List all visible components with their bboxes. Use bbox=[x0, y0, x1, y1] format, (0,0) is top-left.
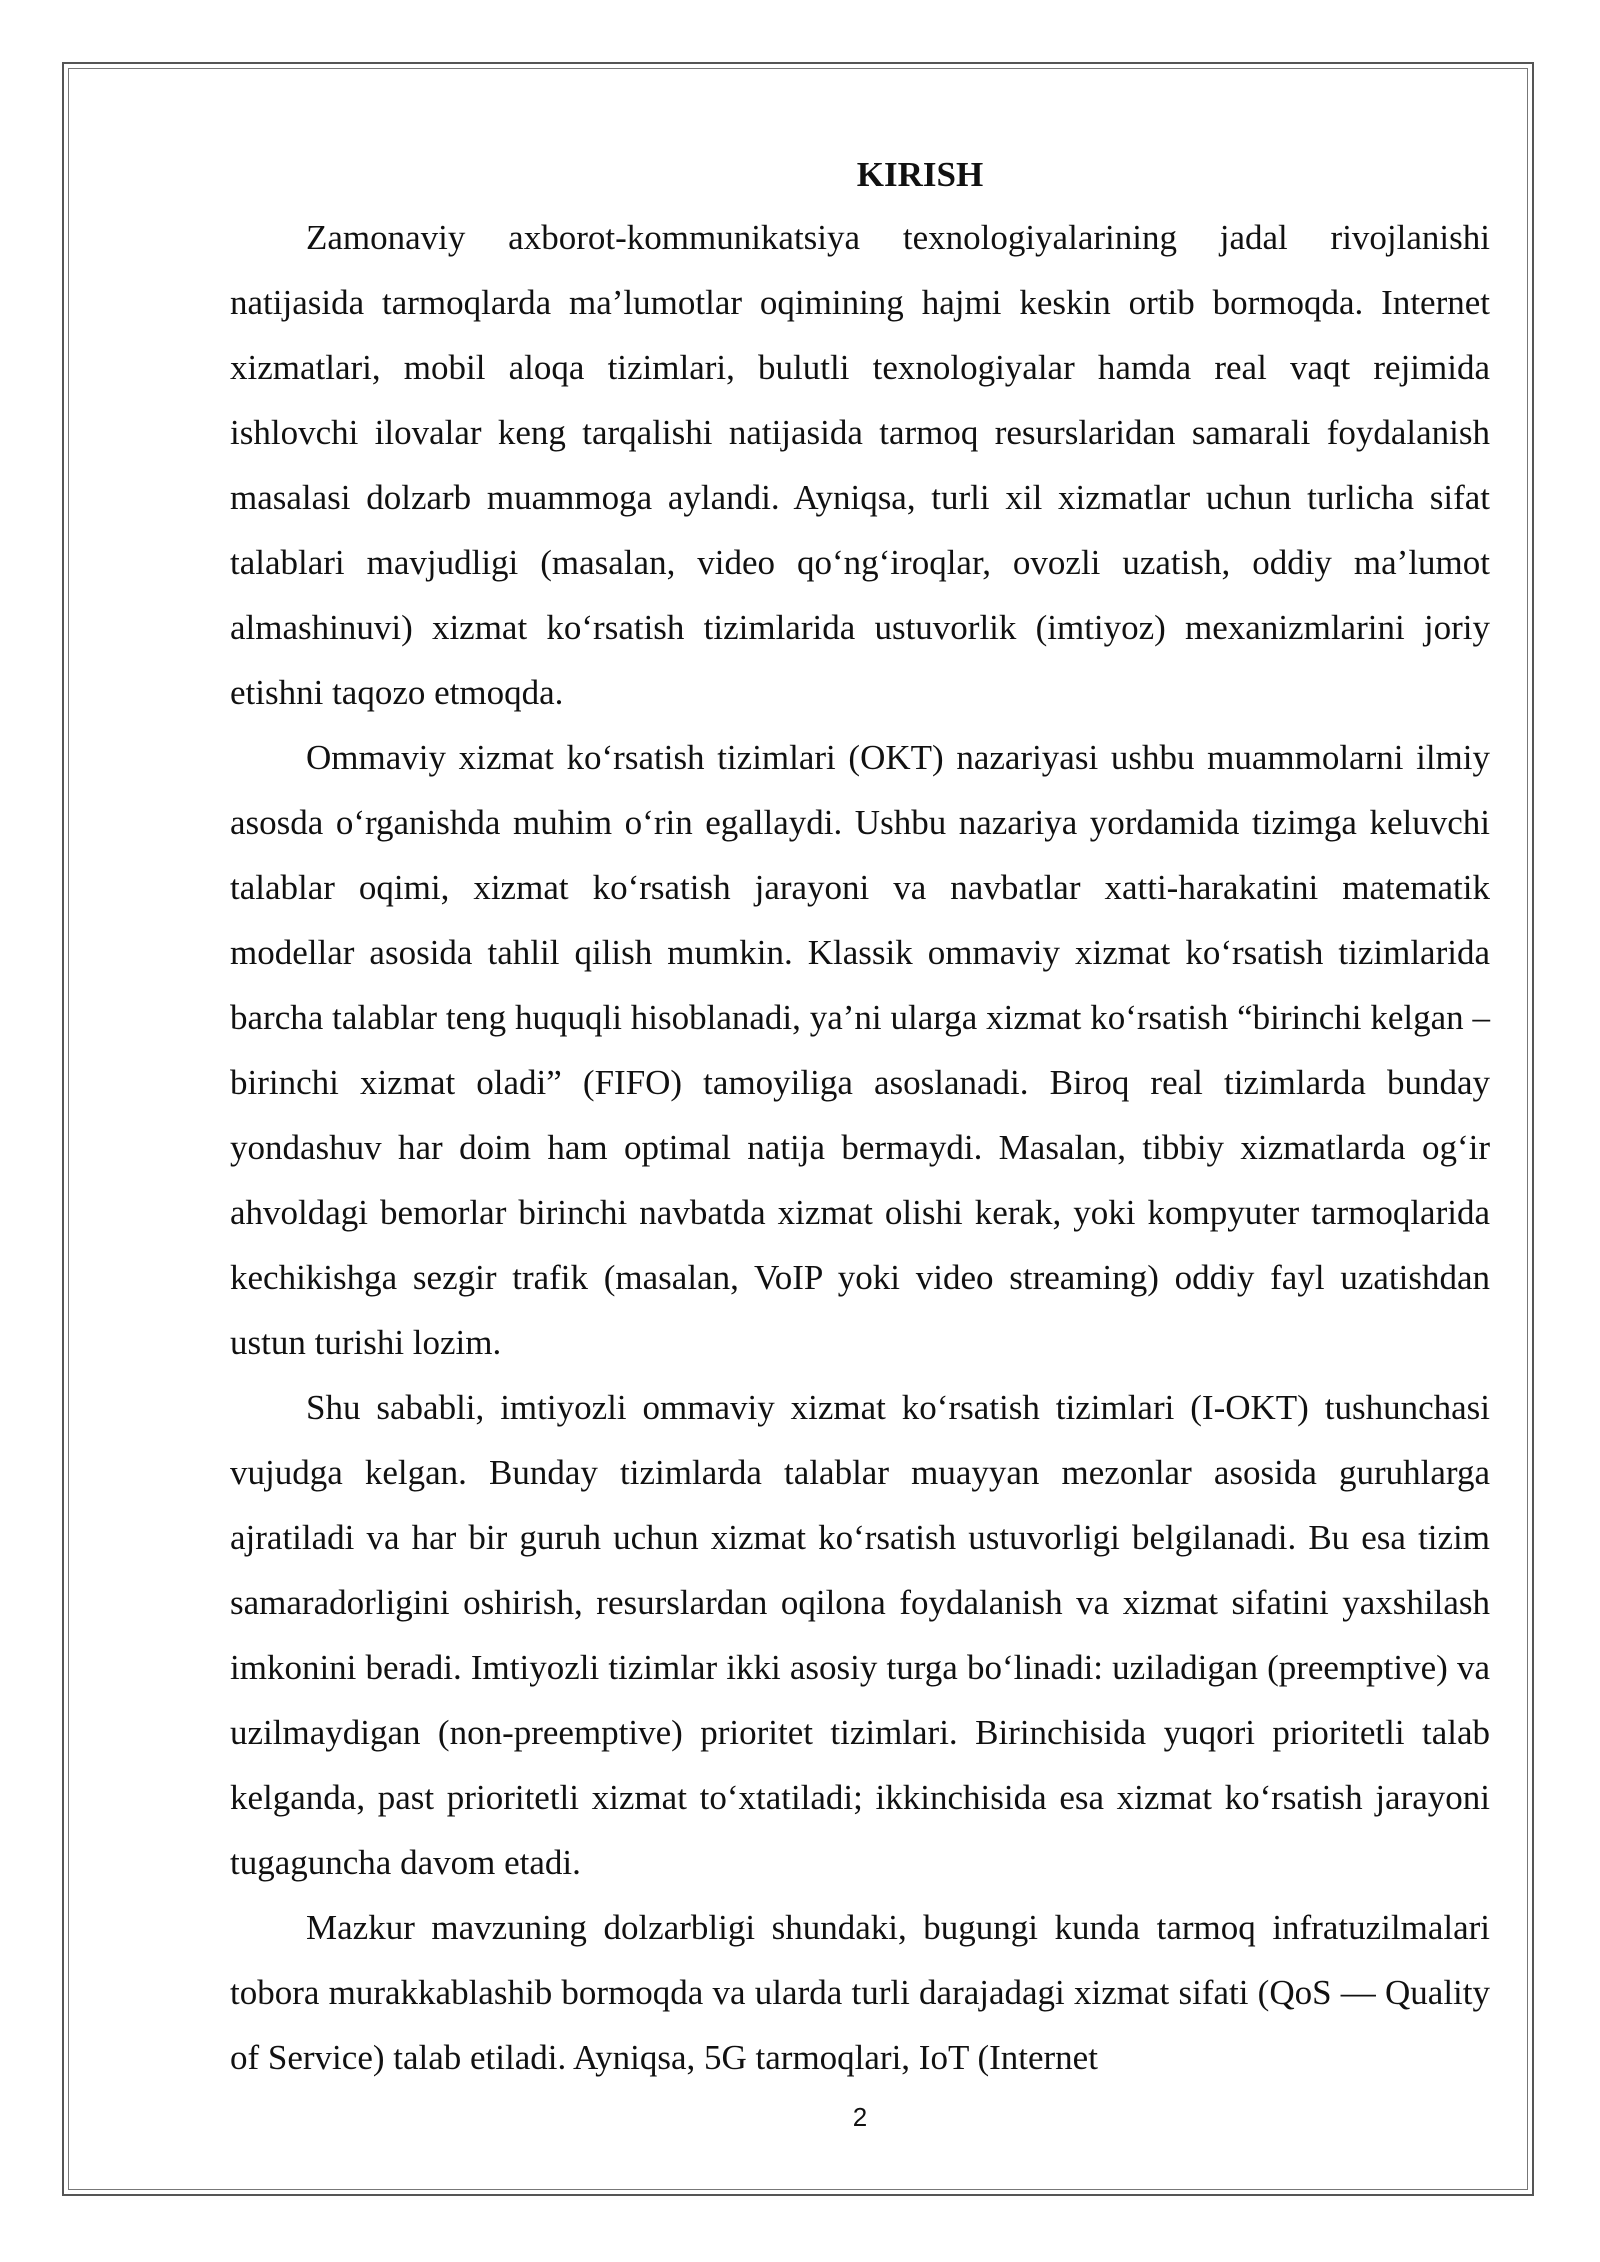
page-content bbox=[230, 145, 1490, 2090]
section-title: KIRISH bbox=[856, 155, 984, 194]
paragraph-3: Shu sababli, imtiyozli ommaviy xizmat ko‘rsatish tizimlari (I-OKT) tushunchasi vujudga kelgan. Bunday tizimlarda talablar muayyan mezonlar asosida guruhlarga ajratiladi va har bir guruh uchun xizmat ko‘rsatish ustuvorligi belgilanadi. Bu esa tizim samaradorligini oshirish, resurslardan oqilona foydalanish va xizmat sifatini yaxshilash imkonini beradi. Imtiyozli tizimlar ikki asosiy turga bo‘linadi: uziladigan (preemptive) va uzilmaydigan (non-preemptive) prioritet tizimlari. Birinchisida yuqori prioritetli talab kelganda, past prioritetli xizmat to‘xtatiladi; ikkinchisida esa xizmat ko‘rsatish jarayoni tugaguncha davom etadi. bbox=[230, 1388, 1490, 1882]
paragraph-4: Mazkur mavzuning dolzarbligi shundaki, bugungi kunda tarmoq infratuzilmalari tobora murakkablashib bormoqda va ularda turli darajadagi xizmat sifati (QoS — Quality of Service) talab etiladi. Ayniqsa, 5G tarmoqlari, IoT (Internet bbox=[230, 1908, 1490, 2077]
paragraph-1: Zamonaviy axborot-kommunikatsiya texnologiyalarining jadal rivojlanishi natijasida tarmoqlarda ma’lumotlar oqimining hajmi keskin ortib bormoqda. Internet xizmatlari, mobil aloqa tizimlari, bulutli texnologiyalar hamda real vaqt rejimida ishlovchi ilovalar keng tarqalishi natijasida tarmoq resurslaridan samarali foydalanish masalasi dolzarb muammoga aylandi. Ayniqsa, turli xil xizmatlar uchun turlicha sifat talablari mavjudligi (masalan, video qo‘ng‘iroqlar, ovozli uzatish, oddiy ma’lumot almashinuvi) xizmat ko‘rsatish tizimlarida ustuvorlik (imtiyoz) mexanizmlarini joriy etishni taqozo etmoqda. bbox=[230, 218, 1490, 712]
paragraph-2: Ommaviy xizmat ko‘rsatish tizimlari (OKT) nazariyasi ushbu muammolarni ilmiy asosda o‘rganishda muhim o‘rin egallaydi. Ushbu nazariya yordamida tizimga keluvchi talablar oqimi, xizmat ko‘rsatish jarayoni va navbatlar xatti-harakatini matematik modellar asosida tahlil qilish mumkin. Klassik ommaviy xizmat ko‘rsatish tizimlarida barcha talablar teng huquqli hisoblanadi, ya’ni ularga xizmat ko‘rsatish “birinchi kelgan – birinchi xizmat oladi” (FIFO) tamoyiliga asoslanadi. Biroq real tizimlarda bunday yondashuv har doim ham optimal natija bermaydi. Masalan, tibbiy xizmatlarda og‘ir ahvoldagi bemorlar birinchi navbatda xizmat olishi kerak, yoki kompyuter tarmoqlarida kechikishga sezgir trafik (masalan, VoIP yoki video streaming) oddiy fayl uzatishdan ustun turishi lozim. bbox=[230, 738, 1490, 1362]
page-number: 2 bbox=[852, 2102, 868, 2132]
